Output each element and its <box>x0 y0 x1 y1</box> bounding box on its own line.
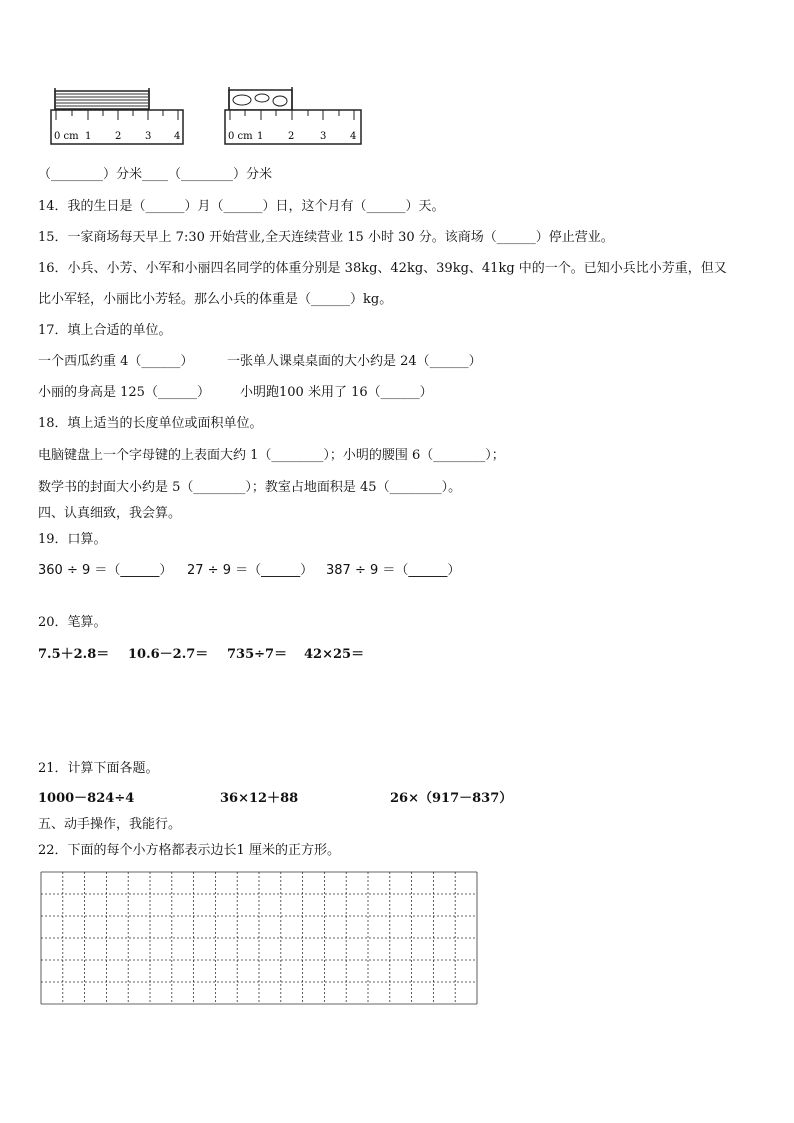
q17-item-b: 一张单人课桌桌面的大小约是 24（______） <box>227 354 482 369</box>
q21-title: 21．计算下面各题。 <box>38 761 159 776</box>
q20-item-4: 42×25＝ <box>304 647 365 662</box>
q21-item-2: 36×12＋88 <box>220 791 299 806</box>
ruler-left-label-1: 1 <box>85 131 92 142</box>
q17-item-d: 小明跑100 米用了 16（______） <box>240 385 433 400</box>
q20-title: 20．笔算。 <box>38 615 107 630</box>
q13-answer-line: （________）分米____（________）分米 <box>38 167 273 182</box>
q17-title: 17．填上合适的单位。 <box>38 323 172 338</box>
q15: 15．一家商场每天早上 7:30 开始营业,全天连续营业 15 小时 30 分。该商场（______）停止营业。 <box>38 230 614 245</box>
q19-title: 19．口算。 <box>38 532 107 547</box>
q19-item-2: 27 ÷ 9 ＝（______） <box>187 563 314 578</box>
square-grid <box>40 871 478 1005</box>
q18-title: 18．填上适当的长度单位或面积单位。 <box>38 416 263 431</box>
ruler-left-label-2: 2 <box>115 131 122 142</box>
ruler-right-label-4: 4 <box>350 131 357 142</box>
q18-line2: 数学书的封面大小约是 5（________）；教室占地面积是 45（________）。 <box>38 480 462 495</box>
q20-item-1: 7.5＋2.8＝ <box>38 647 110 662</box>
q16-line1: 16．小兵、小芳、小军和小丽四名同学的体重分别是 38kg、42kg、39kg、41kg 中的一个。已知小兵比小芳重，但又 <box>38 261 727 276</box>
section-5-heading: 五、动手操作，我能行。 <box>38 817 182 832</box>
q17-item-a: 一个西瓜约重 4（______） <box>38 354 194 369</box>
q20-item-3: 735÷7＝ <box>227 647 288 662</box>
q21-item-1: 1000－824÷4 <box>38 791 135 806</box>
ruler-figure-left <box>50 86 186 148</box>
ruler-right-label-2: 2 <box>288 131 295 142</box>
q20-item-2: 10.6－2.7＝ <box>128 647 209 662</box>
ruler-figure-right <box>224 86 364 148</box>
q14: 14．我的生日是（______）月（______）日，这个月有（______）天。 <box>38 199 445 214</box>
q17-item-c: 小丽的身高是 125（______） <box>38 385 210 400</box>
ruler-left-label-4: 4 <box>174 131 181 142</box>
ruler-right-label-1: 1 <box>257 131 264 142</box>
q19-item-1: 360 ÷ 9 ＝（______） <box>38 563 173 578</box>
ruler-right-label-0: 0 cm <box>228 131 253 142</box>
section-4-heading: 四、认真细致，我会算。 <box>38 506 182 521</box>
ruler-left-label-3: 3 <box>145 131 152 142</box>
q16-line2: 比小军轻，小丽比小芳轻。那么小兵的体重是（______）kg。 <box>38 292 393 307</box>
ruler-right-label-3: 3 <box>320 131 327 142</box>
ruler-left-label-0: 0 cm <box>54 131 79 142</box>
q19-item-3: 387 ÷ 9 ＝（______） <box>326 563 461 578</box>
q18-line1: 电脑键盘上一个字母键的上表面大约 1（________）；小明的腰围 6（________）； <box>38 448 505 463</box>
q21-item-3: 26×（917－837） <box>390 791 513 806</box>
q22-title: 22．下面的每个小方格都表示边长1 厘米的正方形。 <box>38 843 340 858</box>
